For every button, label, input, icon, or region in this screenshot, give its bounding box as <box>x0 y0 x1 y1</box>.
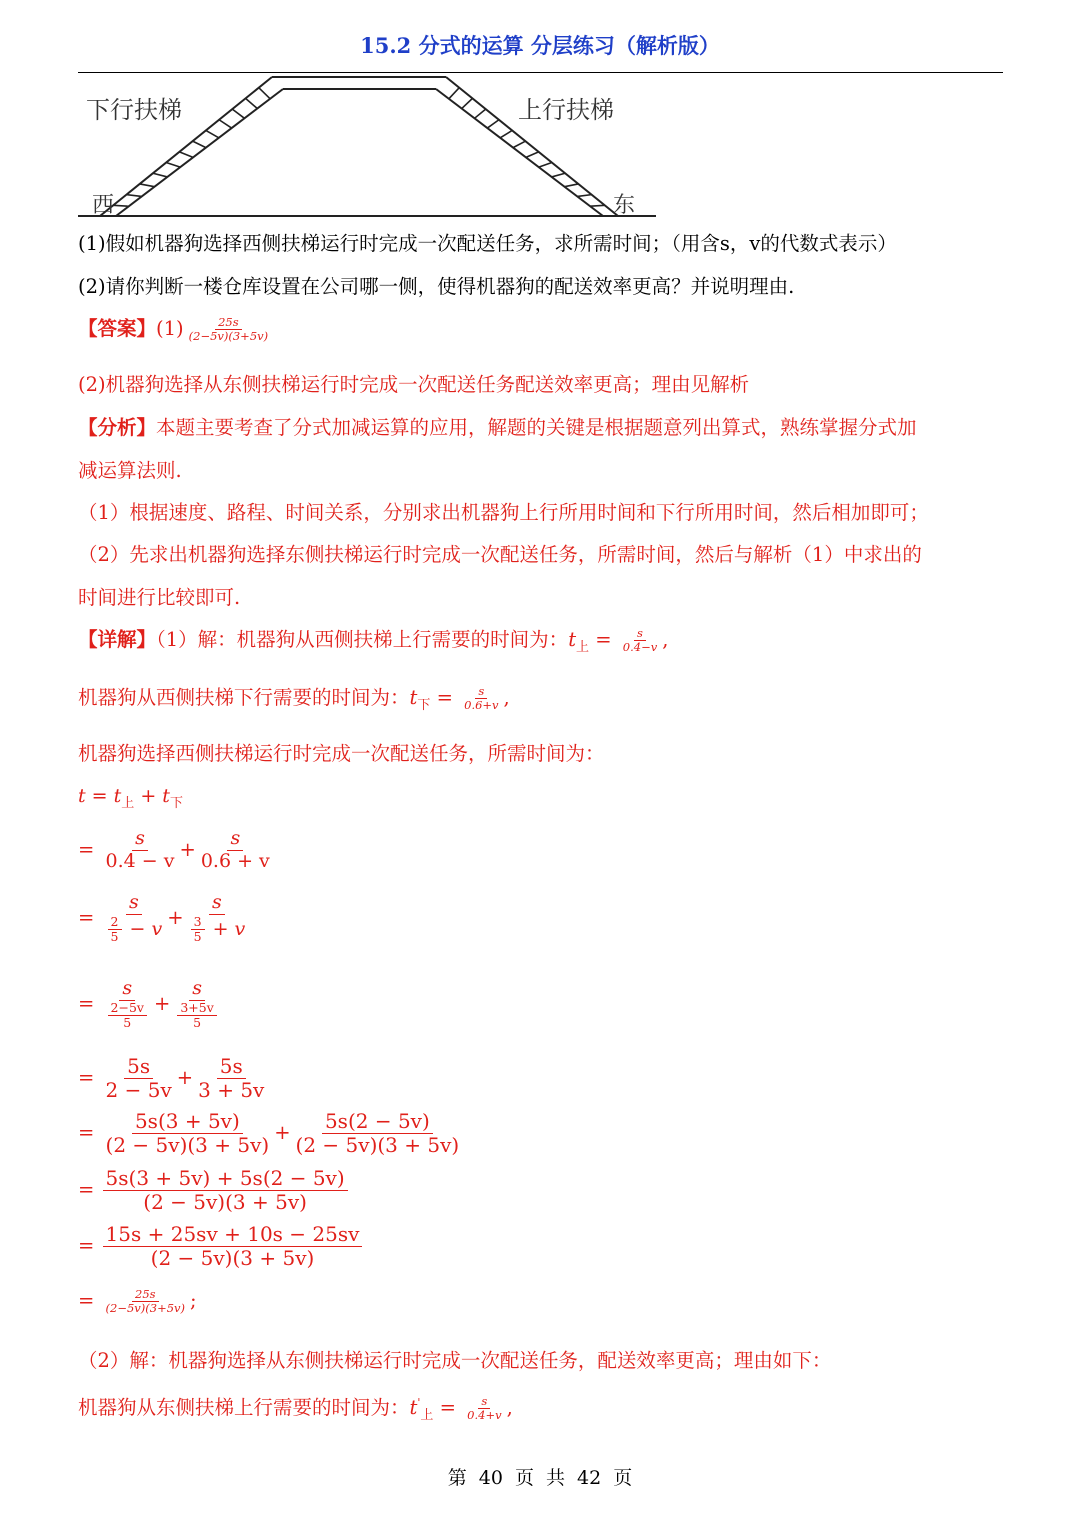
escalator-step <box>475 109 486 118</box>
answer-line-1 <box>78 313 273 343</box>
detail-text-2: 机器狗从西侧扶梯下行需要的时间为： <box>78 686 410 709</box>
eq1-n1: s <box>132 828 148 851</box>
detail-line-2: 机器狗从西侧扶梯下行需要的时间为：$t_下$ = $\frac{s}{0.6+v}$ , <box>78 683 510 713</box>
header-rule <box>78 72 1003 73</box>
eq2-inner-d1: 5 <box>110 929 119 945</box>
frac2-den: 0.6+v <box>464 698 499 712</box>
analysis-line-2: 减运算法则. <box>78 459 182 482</box>
escalator-step <box>126 195 141 197</box>
frac1-den: 0.4−v <box>622 640 658 654</box>
answer-fraction <box>186 316 271 343</box>
sub-up-2: 上 <box>121 796 135 811</box>
eq7-num: 15s + 25sv + 10s − 25sv <box>103 1223 363 1247</box>
escalator-figure <box>78 74 658 222</box>
question-2: (2)请你判断一楼仓库设置在公司哪一侧，使得机器狗的配送效率更高？并说明理由. <box>78 275 795 298</box>
escalator-step <box>513 141 525 147</box>
escalator-step <box>246 98 258 108</box>
eq7-den: (2 − 5v)(3 + 5v) <box>150 1246 315 1270</box>
eq3-inner-d2: 5 <box>193 1015 202 1031</box>
escalator-step <box>153 173 167 177</box>
detail-last-text: 机器狗从东侧扶梯上行需要的时间为： <box>78 1396 410 1419</box>
escalator-step <box>113 205 129 206</box>
eq3-inner-n2: 3+5v <box>177 1001 216 1016</box>
eq-line-7: = $\frac{15s + 25sv + 10s - 25sv}{(2 - 5v)(3 + 5v)}$ <box>78 1223 364 1270</box>
eq5-n2: 5s(2 − 5v) <box>322 1110 433 1134</box>
detail-line-3: 机器狗选择西侧扶梯运行时完成一次配送任务，所需时间为： <box>78 742 605 765</box>
eq1-d1: 0.4 − v <box>105 849 175 872</box>
analysis-line-1 <box>78 412 917 440</box>
eq1-d2: 0.6 + v <box>200 849 270 872</box>
last-frac-den: 0.4+v <box>467 1408 502 1422</box>
escalator-step <box>539 163 552 168</box>
escalator-step <box>564 184 578 187</box>
label-east: 东 <box>613 193 636 218</box>
analysis-line-3: （1）根据速度、路程、时间关系，分别求出机器狗上行所用时间和下行所用时间，然后相加即可； <box>78 501 929 524</box>
escalator-step <box>166 163 180 168</box>
sub-up-3: 上 <box>420 1408 434 1423</box>
eq2-inner-n1: 2 <box>108 915 122 930</box>
eq-line-1: = $\frac{s}{0.4 - v}$ + $\frac{s}{0.6 + v}$ <box>78 828 275 873</box>
sub-down-1: 下 <box>417 698 431 713</box>
eq2-n1: s <box>126 892 142 915</box>
eq1-n2: s <box>227 828 243 851</box>
label-down-escalator: 下行扶梯 <box>86 96 182 124</box>
page-footer: 第 40 页 共 42 页 <box>447 1467 633 1489</box>
eq5-d1: (2 − 5v)(3 + 5v) <box>105 1133 270 1157</box>
eq3-n2: s <box>189 978 205 1001</box>
detail-part2: （2）解：机器狗选择从东侧扶梯运行时完成一次配送任务，配送效率更高；理由如下： <box>78 1349 832 1372</box>
eq8-den: (2−5v)(3+5v) <box>105 1301 186 1316</box>
sub-up-1: 上 <box>576 640 590 655</box>
eq4-n2: 5s <box>217 1055 246 1079</box>
escalator-step <box>140 184 155 187</box>
frac1-num: s <box>634 627 646 641</box>
escalator-step <box>577 195 591 197</box>
answer-frac-den: (2−5v)(3+5v) <box>188 329 269 343</box>
answer-tag: 【答案】 <box>78 317 157 340</box>
analysis-tag: 【分析】 <box>78 416 157 439</box>
escalator-step <box>500 130 512 137</box>
last-frac-num: s <box>478 1395 490 1409</box>
eq4-d1: 2 − 5v <box>105 1078 172 1102</box>
eq3-inner-d1: 5 <box>123 1015 132 1031</box>
escalator-step <box>449 88 459 99</box>
answer-p1-prefix: (1) <box>156 317 184 340</box>
answer-frac-num: 25s <box>215 316 242 330</box>
page-header-title: 15.2 分式的运算 分层练习（解析版） <box>360 33 720 58</box>
escalator-step <box>219 120 232 128</box>
sub-down-2: 下 <box>169 796 183 811</box>
eq-line-3: = $\frac{s}{\frac{2-5v}{5}}$ + $\frac{s}{\frac{3+5v}{5}}$ <box>78 978 224 1031</box>
eq2-n2: s <box>209 892 225 915</box>
eq6-den: (2 − 5v)(3 + 5v) <box>143 1190 307 1214</box>
eq8-num: 25s <box>132 1288 159 1302</box>
escalator-step <box>232 109 244 118</box>
analysis-line-5: 时间进行比较即可. <box>78 586 241 609</box>
eq2-inner-d2: 5 <box>193 929 202 945</box>
eq3-inner-n1: 2−5v <box>108 1001 147 1016</box>
label-west: 西 <box>92 193 115 218</box>
eq-line-2: = s $\frac{2}{5}$ − v + s $\frac{3}{5}$ + v <box>78 891 246 945</box>
eq4-d2: 3 + 5v <box>198 1078 265 1102</box>
detail-tag: 【详解】 <box>78 628 157 651</box>
eq4-n1: 5s <box>124 1055 153 1079</box>
detail-last-line: 机器狗从东侧扶梯上行需要的时间为：$t'_上$ = $\frac{s}{0.4+v}$ , <box>78 1393 513 1423</box>
detail-text-1: （1）解：机器狗从西侧扶梯上行需要的时间为： <box>156 628 569 651</box>
eq5-d2: (2 − 5v)(3 + 5v) <box>295 1133 460 1157</box>
escalator-step <box>206 130 219 137</box>
eq-line-0: $t = t_上 + t_下$ <box>78 785 183 811</box>
eq-line-6: = $\frac{5s(3 + 5v) + 5s(2 - 5v)}{(2 - 5v)(3 + 5v)}$ <box>78 1167 350 1214</box>
label-up-escalator: 上行扶梯 <box>518 96 614 124</box>
escalator-step <box>590 205 605 206</box>
analysis-text-1: 本题主要考查了分式加减运算的应用，解题的关键是根据题意列出算式，熟练掌握分式加 <box>156 416 917 439</box>
escalator-step <box>552 173 565 177</box>
analysis-line-4: （2）先求出机器狗选择东侧扶梯运行时完成一次配送任务，所需时间，然后与解析（1）中求出的 <box>78 543 922 566</box>
eq6-num: 5s(3 + 5v) + 5s(2 − 5v) <box>103 1167 348 1191</box>
eq5-n1: 5s(3 + 5v) <box>132 1110 243 1134</box>
escalator-step <box>259 88 270 99</box>
escalator-step <box>193 141 206 147</box>
frac2-num: s <box>475 685 487 699</box>
eq3-n1: s <box>119 978 135 1001</box>
escalator-step <box>462 98 473 108</box>
detail-line-1: 【详解】（1）解：机器狗从西侧扶梯上行需要的时间为：$t_上$ = $\frac{s}{0.4-v}$ , <box>78 625 669 655</box>
escalator-step <box>487 120 499 128</box>
eq-line-5: = $\frac{5s(3 + 5v)}{(2 - 5v)(3 + 5v)}$ + $\frac{5s(2 - 5v)}{(2 - 5v)(3 + 5v)}$ <box>78 1110 464 1157</box>
escalator-step <box>179 152 193 158</box>
eq-line-8: = $\frac{25s}{(2-5v)(3+5v)}$ ; <box>78 1287 197 1316</box>
eq2-inner-n2: 3 <box>191 915 205 930</box>
eq-line-4: = $\frac{5s}{2 - 5v}$ + $\frac{5s}{3 + 5v}$ <box>78 1055 269 1102</box>
question-1: (1)假如机器狗选择西侧扶梯运行时完成一次配送任务，求所需时间；（用含s，v的代数式表示） <box>78 232 897 255</box>
answer-line-2: (2)机器狗选择从东侧扶梯运行时完成一次配送任务配送效率更高；理由见解析 <box>78 373 750 396</box>
escalator-step <box>526 152 539 158</box>
